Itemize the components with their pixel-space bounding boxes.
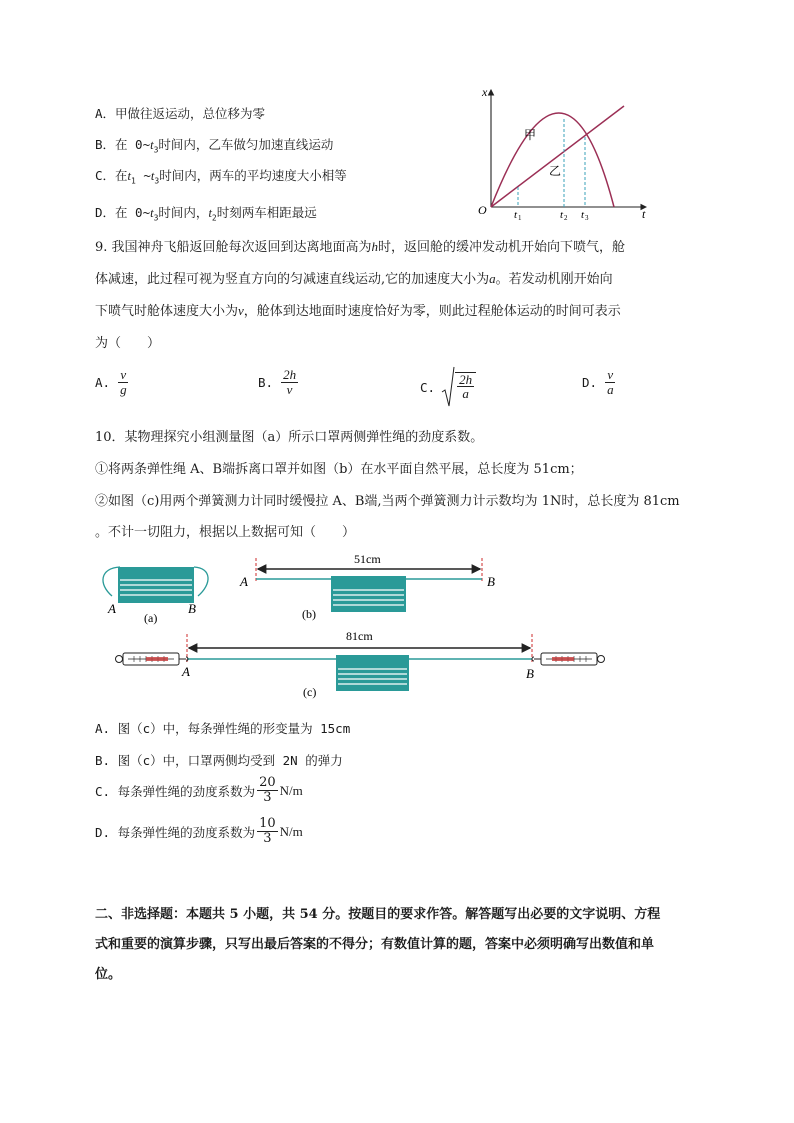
q8-option-b-sub: 3	[153, 145, 159, 155]
q10-option-d-text: D. 每条弹性绳的劲度系数为	[95, 824, 256, 840]
q9-option-a	[95, 368, 131, 398]
q8-option-d-post: 时刻两车相距最远	[216, 205, 317, 220]
q8-option-c-sub1: 1	[131, 176, 136, 186]
label-jia: 甲	[524, 128, 537, 142]
fig-b-length: 51cm	[354, 552, 381, 566]
q8-option-d-mid: 时间内，	[158, 205, 209, 220]
figure-a-mask	[98, 556, 214, 628]
q9-var-h: h	[371, 239, 379, 254]
q10-option-c-unit: N/m	[279, 782, 303, 798]
figure-c	[110, 624, 610, 702]
line-yi	[491, 106, 624, 207]
q9-option-b-label: B.	[258, 375, 274, 391]
q9-line3-pre: 下喷气时舱体速度大小为	[95, 304, 239, 319]
q10-option-c	[95, 776, 303, 806]
q9-var-v: v	[238, 303, 244, 318]
q8-option-d	[95, 203, 317, 223]
fig-a-label-A: A	[108, 601, 116, 616]
q9-option-d-label: D.	[582, 375, 598, 391]
q10-line2: ①将两条弹性绳 A、B端拆离口罩并如图（b）在水平面自然平展，总长度为 51cm；	[95, 462, 583, 477]
tick-t1-sub: 1	[518, 214, 522, 222]
q9-option-c-num: 2h	[459, 371, 473, 387]
q9-var-a: a	[489, 271, 496, 286]
q9-line4: 为（ ）	[95, 336, 161, 351]
q9-line3	[95, 300, 621, 319]
q8-option-c-t1: t	[127, 169, 132, 183]
q9-option-a-den: g	[120, 381, 127, 397]
q8-option-d-t2: t	[208, 206, 212, 220]
q9-line1-post: 时，返回舱的缓冲发动机开始向下喷气，舱	[378, 240, 626, 255]
q9-option-b-num: 2h	[283, 367, 297, 382]
q9-option-a-num: v	[120, 367, 127, 382]
q9-option-c-label: C.	[420, 379, 436, 395]
mask-body-b	[331, 576, 406, 612]
q8-option-a: A．甲做往返运动，总位移为零	[95, 106, 266, 121]
spring-scale-right-icon	[532, 653, 605, 665]
q9-option-c	[420, 366, 476, 408]
q8-option-c-sub3: 3	[154, 176, 160, 186]
q10-line1: 10．某物理探究小组测量图（a）所示口罩两侧弹性绳的劲度系数。	[95, 430, 484, 445]
q9-option-c-den: a	[462, 386, 469, 402]
q10-option-c-den: 3	[263, 789, 272, 805]
q10-option-b: B. 图（c）中，口罩两侧均受到 2N 的弹力	[95, 753, 343, 768]
fig-a-caption: (a)	[144, 611, 158, 625]
q10-option-d-unit: N/m	[279, 823, 303, 839]
fig-b-caption: (b)	[302, 607, 316, 621]
q10-option-d-num: 10	[259, 816, 276, 831]
label-yi: 乙	[549, 164, 562, 178]
q9-line1-pre: 9. 我国神舟飞船返回舱每次返回到达离地面高为	[95, 240, 372, 255]
q9-option-d-num: v	[607, 367, 614, 382]
q9-line2	[95, 268, 613, 287]
mask-body-c	[336, 655, 409, 691]
origin-label: O	[478, 203, 487, 217]
q8-option-c-t3: t	[150, 169, 155, 183]
q10-line3: ②如图（c)用两个弹簧测力计同时缓慢拉 A、B端,当两个弹簧测力计示数均为 1N时，总长度为 81cm	[95, 494, 680, 509]
q9-option-b	[258, 368, 300, 398]
q9-option-d-den: a	[607, 381, 614, 397]
section2-line3: 位。	[95, 967, 122, 982]
fig-a-label-B: B	[188, 601, 196, 616]
q8-option-d-pre: D．在 0~	[95, 205, 151, 220]
q9-option-b-den: v	[286, 381, 293, 397]
q9-option-a-label: A.	[95, 375, 111, 391]
section2-line1: 二、非选择题：本题共 5 小题，共 54 分。按题目的要求作答。解答题写出必要的文字说明、方程	[95, 907, 661, 922]
sqrt-sign-icon	[441, 366, 455, 408]
q8-option-d-sub2: 2	[211, 213, 217, 223]
q8-option-c-post: 时间内，两车的平均速度大小相等	[159, 168, 347, 183]
axis-label-x: x	[482, 85, 488, 99]
q10-line4: 。不计一切阻力，根据以上数据可知（ ）	[95, 525, 356, 540]
q10-option-d	[95, 817, 303, 847]
q10-option-c-text: C. 每条弹性绳的劲度系数为	[95, 783, 256, 799]
fig-c-label-B: B	[526, 666, 534, 681]
tick-t2-sub: 2	[564, 214, 568, 222]
tick-t3-sub: 3	[585, 214, 589, 222]
xt-graph	[470, 84, 660, 224]
spring-scale-left-icon	[116, 653, 189, 665]
tick-t3: t	[581, 209, 585, 221]
q8-option-d-t: t	[150, 206, 154, 220]
q8-option-c-mid: ~	[135, 168, 151, 183]
q9-line2-post: 。若发动机刚开始向	[495, 272, 613, 287]
q9-line1	[95, 236, 625, 255]
fig-b-label-B: B	[487, 574, 495, 589]
fig-c-length: 81cm	[346, 629, 373, 643]
section2-line2: 式和重要的演算步骤，只写出最后答案的不得分；有数值计算的题，答案中必须明确写出数值和单	[95, 937, 655, 952]
fig-c-caption: (c)	[303, 685, 317, 699]
q8-option-c-pre: C．在	[95, 168, 128, 183]
q10-option-c-num: 20	[259, 775, 276, 790]
q8-option-d-sub: 3	[153, 213, 159, 223]
q8-option-b	[95, 135, 333, 155]
fig-b-label-A: A	[240, 574, 248, 589]
q9-option-d	[582, 368, 618, 398]
q8-option-b-pre: B．在 0~	[95, 137, 151, 152]
q8-option-b-t: t	[150, 138, 154, 152]
tick-t2: t	[560, 209, 564, 221]
q9-option-c-sqrt	[441, 366, 476, 408]
tick-t1: t	[514, 209, 518, 221]
q8-option-c	[95, 166, 347, 186]
q10-option-d-den: 3	[263, 830, 272, 846]
figure-b	[236, 548, 506, 624]
axis-label-t: t	[642, 207, 646, 221]
q8-option-b-post: 时间内，乙车做匀加速直线运动	[158, 137, 334, 152]
q9-line3-post: ，舱体到达地面时速度恰好为零，则此过程舱体运动的时间可表示	[243, 304, 621, 319]
q9-line2-pre: 体减速，此过程可视为竖直方向的匀减速直线运动,它的加速度大小为	[95, 272, 490, 287]
fig-c-label-A: A	[182, 664, 190, 679]
q10-option-a: A. 图（c）中，每条弹性绳的形变量为 15cm	[95, 721, 351, 736]
